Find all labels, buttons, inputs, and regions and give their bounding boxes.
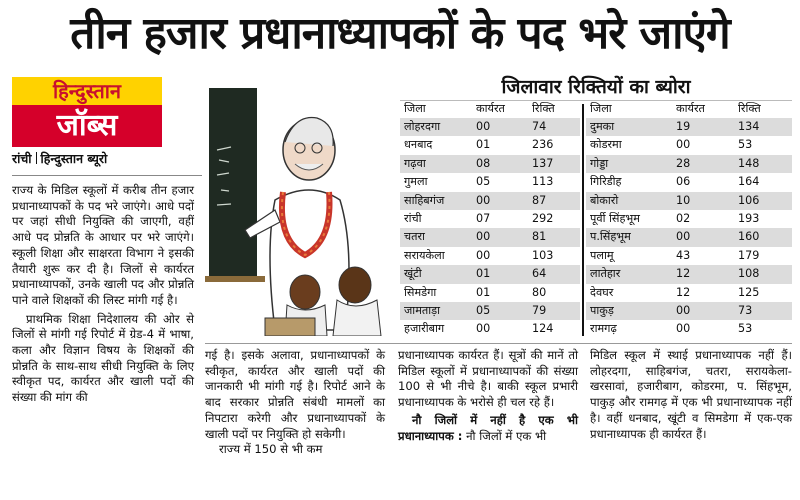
article-paragraph: गई है। इसके अलावा, प्रधानाध्यापकों के स्वीकृत, कार्यरत और खाली पदों की जानकारी भी मांगी गई है। रिपोर्ट आने के बाद सरकार प्रोन्नति संबंधी मामलों का निपटारा करेगी और प्रधानाध्यापकों के खाली पदों पर नियुक्ति हो सकेगी। — [205, 348, 385, 441]
table-row — [400, 228, 580, 246]
cell-vacancy: 179 — [738, 248, 760, 262]
cell-district: पलामू — [590, 248, 614, 262]
table-header-row — [586, 100, 792, 118]
newspaper-logo — [12, 77, 162, 147]
cell-district: रांची — [404, 211, 422, 225]
cell-district: पाकुड़ — [590, 303, 614, 317]
cell-district: साहिबगंज — [404, 193, 445, 207]
cell-vacancy: 53 — [738, 138, 753, 152]
table-row — [400, 210, 580, 228]
cell-working: 05 — [476, 175, 491, 189]
article-column-1 — [12, 183, 194, 406]
table-row — [400, 136, 580, 154]
article-paragraph: राज्य के मिडिल स्कूलों में करीब तीन हजार प्रधानाध्यापकों के पद भरे जाएंगे। आधे पदों पर जहां सीधी नियुक्ति की जाएगी, वहीं आधे पद प्रोन्नति के आधार पर भरे जाएंगे। स्कूली शिक्षा और साक्षरता विभाग ने इसकी तैयारी शुरू कर दी है। जिलों से कार्यरत प्रधानाध्यापकों, उनके खाली पद और प्रोन्नति पाने वाले शिक्षकों की लिस्ट मांगी गई है। — [12, 183, 194, 307]
table-header-working: कार्यरत — [476, 102, 505, 115]
cell-working: 12 — [676, 285, 691, 299]
table-divider — [582, 104, 584, 336]
table-row — [400, 247, 580, 265]
cell-vacancy: 137 — [532, 156, 554, 170]
table-row — [586, 118, 792, 136]
cell-vacancy: 124 — [532, 322, 554, 336]
cell-working: 02 — [676, 211, 691, 225]
table-header-vacancy: रिक्ति — [738, 102, 761, 115]
table-row — [586, 228, 792, 246]
cell-district: गढ़वा — [404, 156, 426, 170]
table-row — [400, 284, 580, 302]
cell-vacancy: 80 — [532, 285, 547, 299]
cell-vacancy: 148 — [738, 156, 760, 170]
cell-working: 08 — [476, 156, 491, 170]
table-header-working: कार्यरत — [676, 102, 705, 115]
table-row — [586, 210, 792, 228]
cell-working: 28 — [676, 156, 691, 170]
cell-district: लोहरदगा — [404, 120, 441, 133]
byline-place: रांची — [12, 151, 32, 166]
cell-district: गिरिडीह — [590, 175, 622, 189]
headline: तीन हजार प्रधानाध्यापकों के पद भरे जाएंगे — [70, 8, 730, 59]
article-paragraph: प्रधानाध्यापक कार्यरत हैं। सूत्रों की मानें तो मिडिल स्कूलों में प्रधानाध्यापकों की संख्या 100 से भी नीचे है। बाकी स्कूल प्रभारी प्रधानाध्यापक के भरोसे ही चल रहे हैं। — [398, 348, 578, 410]
article-subhead-text: नौ जिलों में एक भी — [462, 428, 547, 443]
article-column-3 — [398, 348, 578, 444]
table-row — [400, 320, 580, 338]
table-header-row — [400, 100, 580, 118]
cell-district: पूर्वी सिंहभूम — [590, 211, 640, 225]
table-row — [586, 247, 792, 265]
cell-vacancy: 64 — [532, 267, 547, 281]
cell-working: 00 — [676, 303, 691, 317]
table-row — [400, 155, 580, 173]
cell-vacancy: 160 — [738, 230, 760, 244]
cell-district: कोडरमा — [590, 138, 622, 152]
cell-working: 00 — [476, 120, 491, 133]
cell-working: 00 — [476, 322, 491, 336]
cell-district: देवघर — [590, 285, 614, 299]
cell-district: खूंटी — [404, 267, 422, 281]
vacancy-table-right — [586, 100, 792, 339]
cell-vacancy: 108 — [738, 267, 760, 281]
cell-working: 00 — [476, 230, 491, 244]
table-row — [586, 136, 792, 154]
table-title: जिलावार रिक्तियों का ब्योरा — [501, 76, 691, 98]
article-paragraph: राज्य में 150 से भी कम — [219, 442, 323, 457]
cell-vacancy: 292 — [532, 211, 554, 225]
cell-vacancy: 53 — [738, 322, 753, 336]
cell-district: गुमला — [404, 175, 428, 189]
cell-working: 01 — [476, 285, 491, 299]
cell-vacancy: 79 — [532, 303, 547, 317]
cell-working: 00 — [676, 138, 691, 152]
cell-vacancy: 113 — [532, 175, 554, 189]
cell-working: 06 — [676, 175, 691, 189]
article-subhead: नौ जिलों में नहीं है एक भी प्रधानाध्यापक : — [398, 412, 578, 443]
table-row — [586, 173, 792, 191]
cell-district: प.सिंहभूम — [590, 230, 631, 244]
cell-vacancy: 87 — [532, 193, 547, 207]
table-row — [586, 192, 792, 210]
classroom-illustration-icon — [205, 80, 390, 336]
logo-top-text: हिन्दुस्तान — [12, 77, 162, 105]
cell-district: चतरा — [404, 230, 425, 244]
cell-district: दुमका — [590, 120, 615, 133]
cell-working: 01 — [476, 138, 491, 152]
table-header-name: जिला — [404, 102, 426, 115]
logo-bottom-text: जॉब्स — [12, 105, 162, 147]
article-paragraph: मिडिल स्कूल में स्थाई प्रधानाध्यापक नहीं हैं। लोहरदगा, साहिबगंज, चतरा, सरायकेला-खरसावां, हजारीबाग, कोडरमा, प. सिंहभूम, पाकुड़ और रामगढ़ में एक भी प्रधानाध्यापक नहीं है। वहीं धनबाद, खूंटी व सिमडेगा में एक-एक प्रधानाध्यापक ही कार्यरत हैं। — [590, 348, 792, 441]
byline-separator — [36, 152, 37, 164]
cell-working: 00 — [476, 248, 491, 262]
byline — [12, 150, 192, 168]
cell-working: 19 — [676, 120, 691, 133]
teacher-illustration — [205, 80, 390, 336]
table-row — [400, 265, 580, 283]
cell-district: धनबाद — [404, 138, 433, 152]
cell-district: सरायकेला — [404, 248, 445, 262]
cell-working: 07 — [476, 211, 491, 225]
table-row — [400, 192, 580, 210]
cell-district: हजारीबाग — [404, 322, 445, 336]
table-row — [400, 173, 580, 191]
table-row — [586, 265, 792, 283]
cell-vacancy: 236 — [532, 138, 554, 152]
cell-district: गोड्डा — [590, 156, 609, 170]
byline-rule — [12, 175, 202, 176]
cell-vacancy: 103 — [532, 248, 554, 262]
cell-vacancy: 134 — [738, 120, 760, 133]
cell-district: जामताड़ा — [404, 303, 441, 317]
cell-vacancy: 125 — [738, 285, 760, 299]
table-row — [586, 155, 792, 173]
table-row — [400, 302, 580, 320]
vacancy-table-left — [400, 100, 580, 339]
table-header-vacancy: रिक्ति — [532, 102, 555, 115]
cell-working: 01 — [476, 267, 491, 281]
cell-vacancy: 73 — [738, 303, 753, 317]
cell-vacancy: 81 — [532, 230, 547, 244]
cell-working: 00 — [676, 322, 691, 336]
article-paragraph: प्राथमिक शिक्षा निदेशालय की ओर से जिलों से मांगी गई रिपोर्ट में ग्रेड-4 में भाषा, कला और विज्ञान विषय के शिक्षकों की प्रोन्नति के साथ-साथ सीधी नियुक्ति के लिए स्वीकृत पद, कार्यरत और खाली पदों की संख्या की मांग की — [12, 311, 194, 405]
cell-vacancy: 164 — [738, 175, 760, 189]
cell-vacancy: 193 — [738, 211, 760, 225]
article-column-4 — [590, 348, 792, 442]
table-row — [586, 302, 792, 320]
cell-working: 00 — [676, 230, 691, 244]
article-paragraph — [398, 413, 578, 444]
cell-district: लातेहार — [590, 267, 621, 281]
section-rule — [205, 343, 792, 344]
cell-working: 00 — [476, 193, 491, 207]
cell-vacancy: 74 — [532, 120, 547, 133]
cell-working: 43 — [676, 248, 691, 262]
cell-working: 12 — [676, 267, 691, 281]
cell-district: सिमडेगा — [404, 285, 437, 299]
table-row — [586, 320, 792, 338]
article-column-2 — [205, 348, 385, 458]
cell-vacancy: 106 — [738, 193, 760, 207]
cell-district: रामगढ़ — [590, 322, 617, 336]
cell-working: 05 — [476, 303, 491, 317]
cell-district: बोकारो — [590, 193, 619, 207]
table-row — [586, 284, 792, 302]
byline-source: हिन्दुस्तान ब्यूरो — [40, 151, 108, 166]
cell-working: 10 — [676, 193, 691, 207]
table-row — [400, 118, 580, 136]
table-header-name: जिला — [590, 102, 612, 115]
